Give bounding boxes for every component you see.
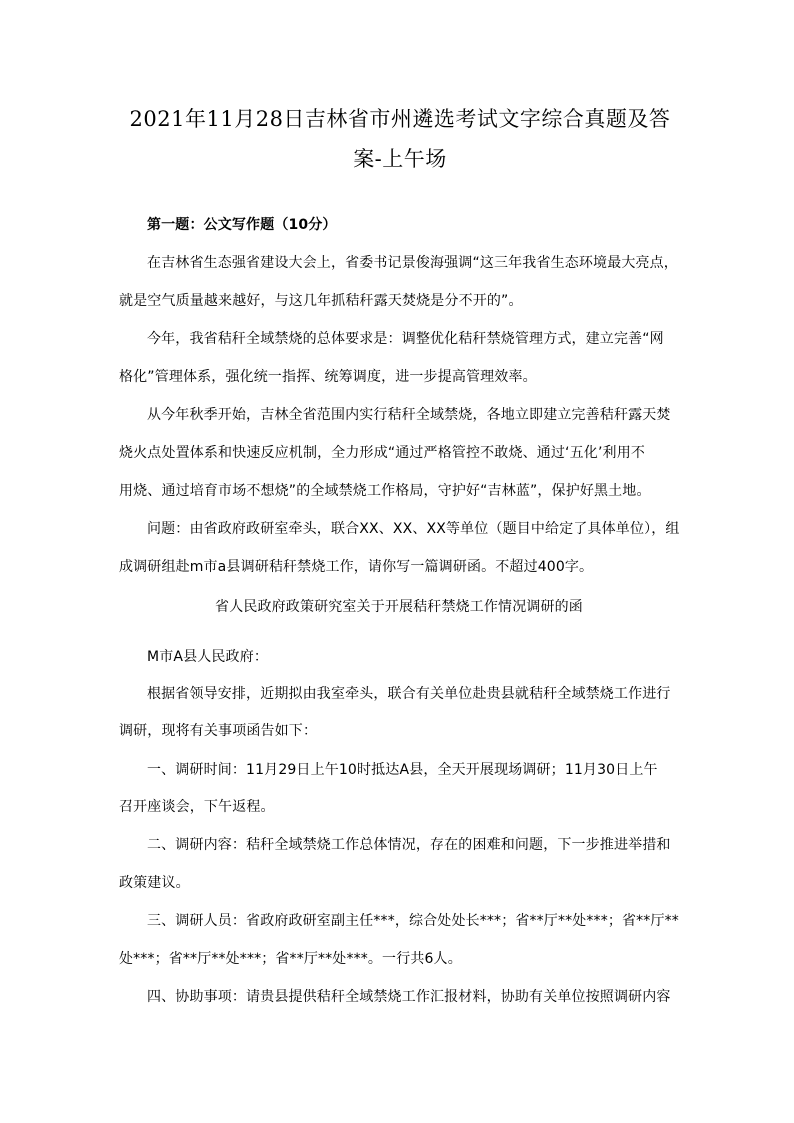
paragraph-3-line-2: 烧火点处置体系和快速反应机制，全力形成“通过严格管控不敢烧、通过‘五化’利用不: [119, 445, 646, 461]
document-title-line-1: 2021年11月28日吉林省市州遴选考试文字综合真题及答: [129, 107, 671, 131]
salutation: M市A县人民政府：: [147, 649, 269, 665]
item-2-line-2: 政策建议。: [119, 875, 190, 891]
item-2-line-1: 二、调研内容：秸秆全域禁烧工作总体情况，存在的困难和问题，下一步推进举措和: [147, 837, 671, 853]
item-3-line-1: 三、调研人员：省政府政研室副主任***，综合处处长***；省**厅**处***；省**厅**: [147, 913, 679, 929]
item-1-line-2: 召开座谈会，下午返程。: [119, 799, 275, 815]
paragraph-1-line-1: 在吉林省生态强省建设大会上，省委书记景俊海强调“这三年我省生态环境最大亮点，: [147, 255, 678, 271]
question-line-1: 问题：由省政府政研室牵头，联合XX、XX、XX等单位（题目中给定了具体单位），组: [147, 521, 680, 537]
document-title-line-2: 案-上午场: [353, 147, 447, 171]
question-heading: 第一题：公文写作题（10分）: [147, 217, 337, 233]
question-line-2: 成调研组赴m市a县调研秸秆禁烧工作，请你写一篇调研函。不超过400字。: [119, 559, 594, 575]
item-4-line-1: 四、协助事项：请贵县提供秸秆全域禁烧工作汇报材料，协助有关单位按照调研内容: [147, 989, 671, 1005]
item-1-line-1: 一、调研时间：11月29日上午10时抵达A县，全天开展现场调研；11月30日上午: [147, 762, 658, 778]
paragraph-2-line-1: 今年，我省秸秆全域禁烧的总体要求是：调整优化秸秆禁烧管理方式，建立完善“网: [147, 331, 664, 347]
paragraph-3-line-3: 用烧、通过培育市场不想烧”的全域禁烧工作格局，守护好“吉林蓝”，保护好黑土地。: [119, 483, 651, 499]
paragraph-2-line-2: 格化”管理体系，强化统一指挥、统筹调度，进一步提高管理效率。: [119, 369, 537, 385]
intro-line-1: 根据省领导安排，近期拟由我室牵头，联合有关单位赴贵县就秸秆全域禁烧工作进行: [147, 686, 671, 702]
answer-title: 省人民政府政策研究室关于开展秸秆禁烧工作情况调研的函: [215, 599, 583, 615]
paragraph-1-line-2: 就是空气质量越来越好，与这几年抓秸秆露天焚烧是分不开的”。: [119, 293, 523, 309]
item-3-line-2: 处***；省**厅**处***；省**厅**处***。一行共6人。: [119, 951, 462, 967]
intro-line-2: 调研，现将有关事项函告如下：: [119, 723, 318, 739]
paragraph-3-line-1: 从今年秋季开始，吉林全省范围内实行秸秆全域禁烧，各地立即建立完善秸秆露天焚: [147, 407, 671, 423]
